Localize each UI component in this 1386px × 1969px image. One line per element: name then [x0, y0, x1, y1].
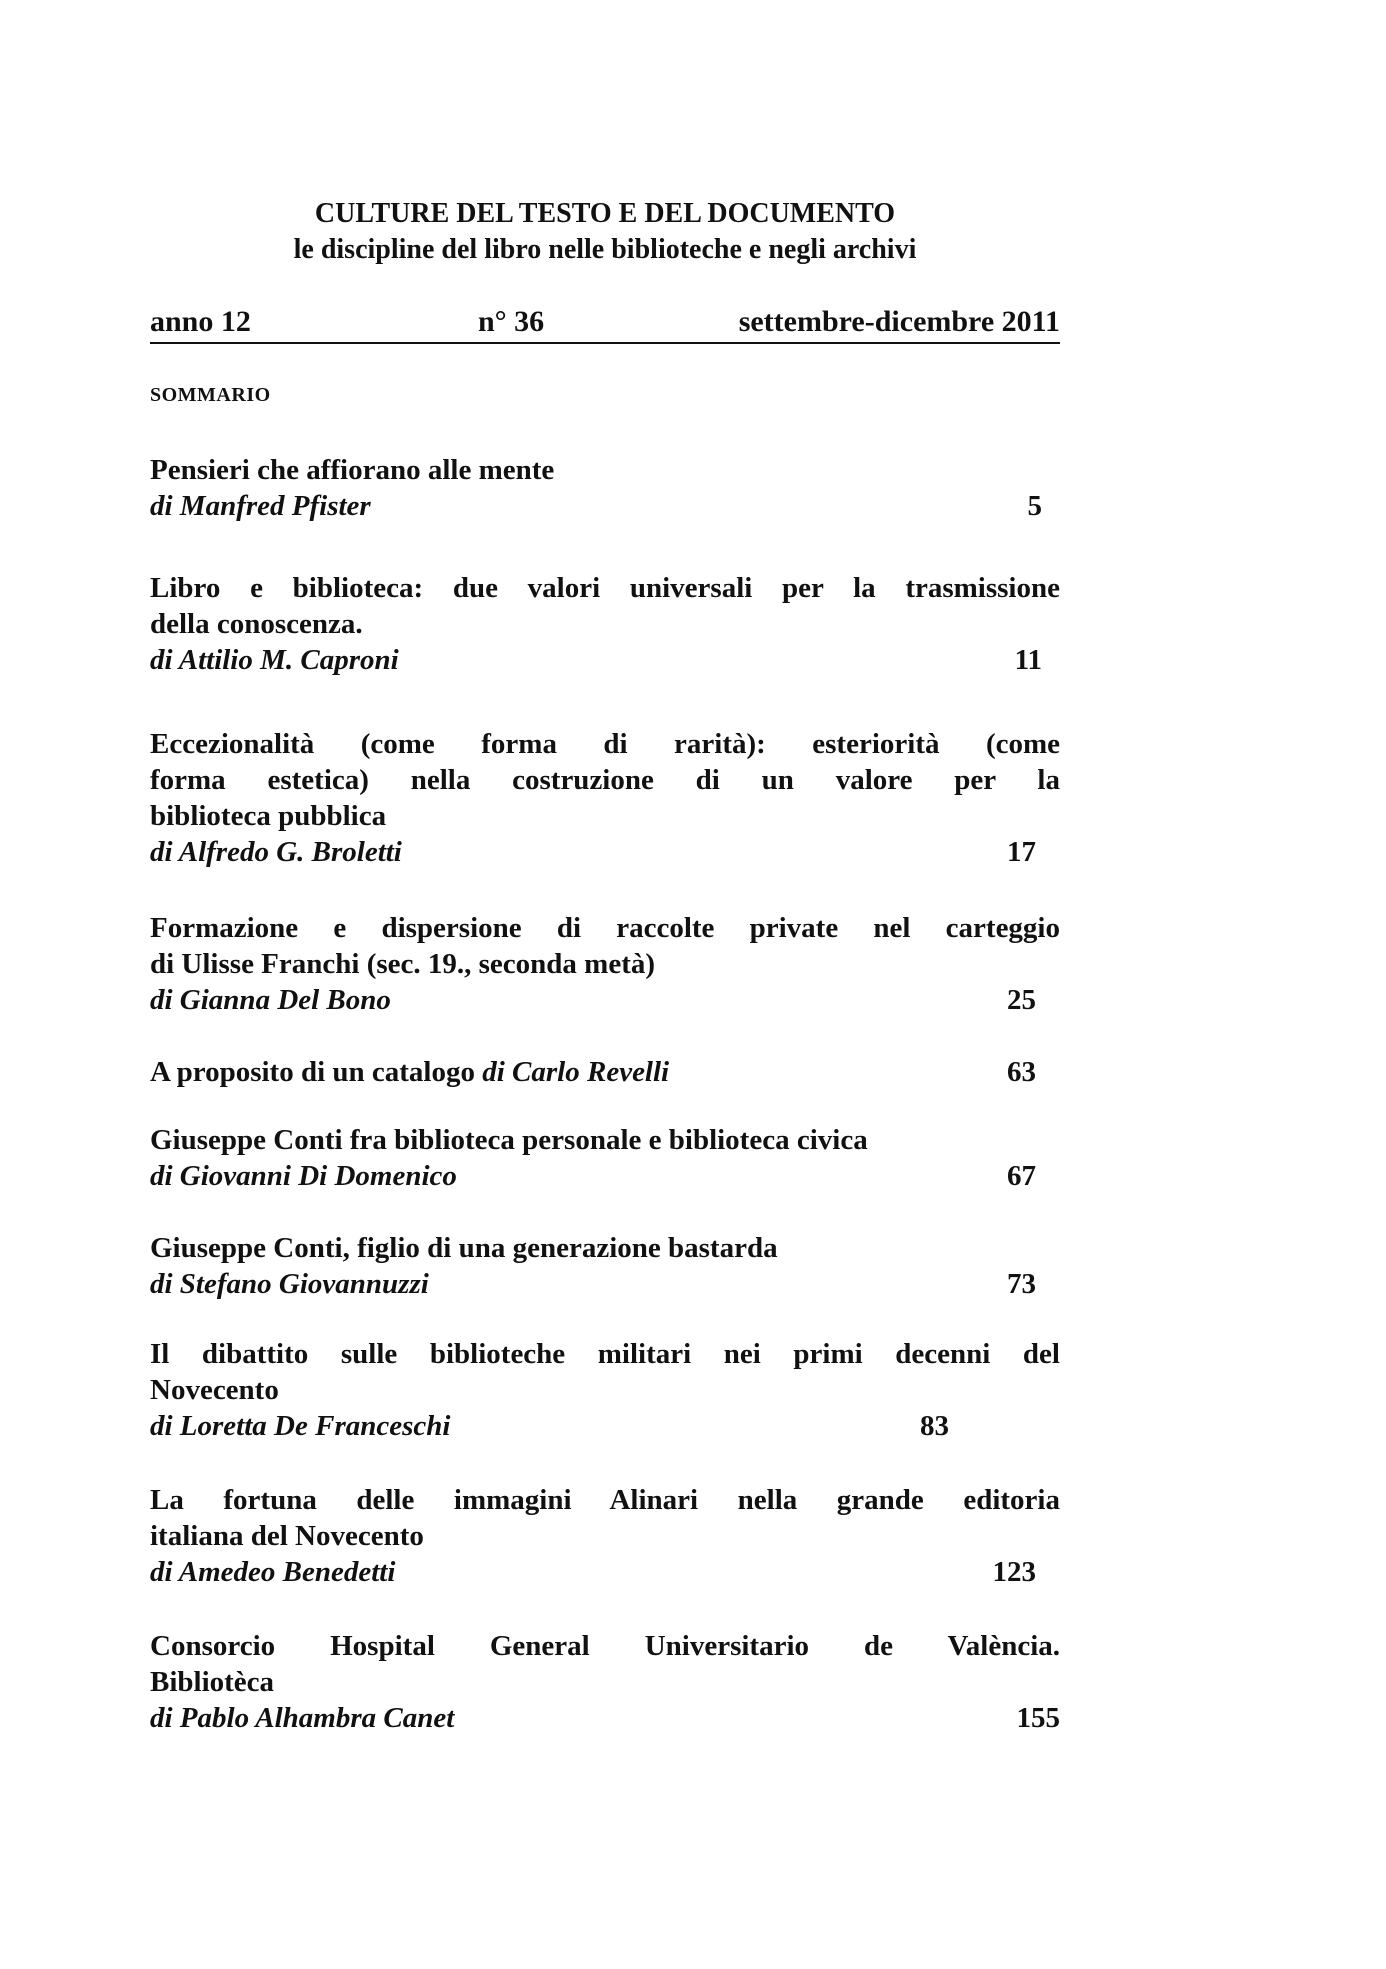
entry-title-line: Consorcio Hospital General Universitario de València.: [150, 1630, 1060, 1662]
issue-number: n° 36: [478, 305, 545, 338]
toc-entry: [150, 1054, 1060, 1090]
toc-entry: [150, 726, 1060, 870]
entry-page: 5: [1027, 490, 1042, 522]
toc-entry: [150, 1230, 1060, 1302]
toc-entry: [150, 1122, 1060, 1194]
toc-entry: [150, 452, 1060, 524]
entry-title: Giuseppe Conti, figlio di una generazione bastarda: [150, 1232, 778, 1264]
entry-page: 11: [1014, 644, 1042, 676]
entry-title-line: biblioteca pubblica: [150, 800, 387, 832]
entry-author-name: di Carlo Revelli: [482, 1056, 670, 1088]
entry-page: 67: [1007, 1160, 1036, 1192]
entry-author-name: di Amedeo Benedetti: [150, 1556, 396, 1588]
entry-title-inline: [150, 1054, 1060, 1090]
entry-title-line: della conoscenza.: [150, 608, 363, 640]
issue-year: anno 12: [150, 305, 251, 338]
entry-title: A proposito di un catalogo: [150, 1056, 483, 1088]
entry-title-line: italiana del Novecento: [150, 1520, 424, 1552]
entry-author-name: di Alfredo G. Broletti: [150, 836, 402, 868]
entry-author-name: di Attilio M. Caproni: [150, 644, 399, 676]
toc-entry: [150, 1336, 1060, 1444]
entry-page: 155: [1016, 1702, 1060, 1734]
entry-title-line: La fortuna delle immagini Alinari nella grande editoria: [150, 1484, 1060, 1516]
entry-author-name: di Pablo Alhambra Canet: [150, 1702, 455, 1734]
journal-subtitle: le discipline del libro nelle biblioteche e negli archivi: [293, 234, 917, 265]
entry-title-line: Bibliotèca: [150, 1666, 275, 1698]
entry-title-line: di Ulisse Franchi (sec. 19., seconda metà): [150, 948, 656, 980]
entry-author-name: di Giovanni Di Domenico: [150, 1160, 457, 1192]
entry-author: [150, 1158, 1060, 1194]
entry-title: Giuseppe Conti fra biblioteca personale e biblioteca civica: [150, 1124, 868, 1156]
entry-author: [150, 1700, 1060, 1736]
entry-author: [150, 1554, 1060, 1590]
entry-author-name: di Gianna Del Bono: [150, 984, 391, 1016]
issue-line: [150, 302, 1060, 344]
entry-author: [150, 834, 1060, 870]
entry-page: 25: [1007, 984, 1036, 1016]
entry-title-line: Libro e biblioteca: due valori universali per la trasmissione: [150, 572, 1060, 604]
toc-entry: [150, 570, 1060, 678]
entry-page: 83: [920, 1410, 949, 1442]
entry-author: [150, 642, 1060, 678]
toc-entry: [150, 910, 1060, 1018]
entry-title: Pensieri che affiorano alle mente: [150, 454, 555, 486]
entry-title-line: forma estetica) nella costruzione di un valore per la: [150, 764, 1060, 796]
entry-page: 73: [1007, 1268, 1036, 1300]
entry-title-line: Novecento: [150, 1374, 279, 1406]
entry-title-line: Formazione e dispersione di raccolte private nel carteggio: [150, 912, 1060, 944]
toc-entry: [150, 1628, 1060, 1736]
entry-page: 63: [1007, 1056, 1036, 1088]
entry-page: 17: [1007, 836, 1036, 868]
entry-page: 123: [992, 1556, 1036, 1588]
entry-author-name: di Stefano Giovannuzzi: [150, 1268, 429, 1300]
entry-title-line: Il dibattito sulle biblioteche militari nei primi decenni del: [150, 1338, 1060, 1370]
entry-author: [150, 1266, 1060, 1302]
entry-title-line: Eccezionalità (come forma di rarità): esteriorità (come: [150, 728, 1060, 760]
toc-entry: [150, 1482, 1060, 1590]
entry-author: [150, 488, 1060, 524]
issue-period: settembre-dicembre 2011: [738, 305, 1060, 338]
entry-author-name: di Manfred Pfister: [150, 490, 371, 522]
journal-title: CULTURE DEL TESTO E DEL DOCUMENTO: [314, 198, 896, 229]
entry-author-name: di Loretta De Franceschi: [150, 1410, 451, 1442]
entry-author: [150, 1408, 1060, 1444]
entry-author: [150, 982, 1060, 1018]
sommario-heading: SOMMARIO: [150, 384, 271, 406]
